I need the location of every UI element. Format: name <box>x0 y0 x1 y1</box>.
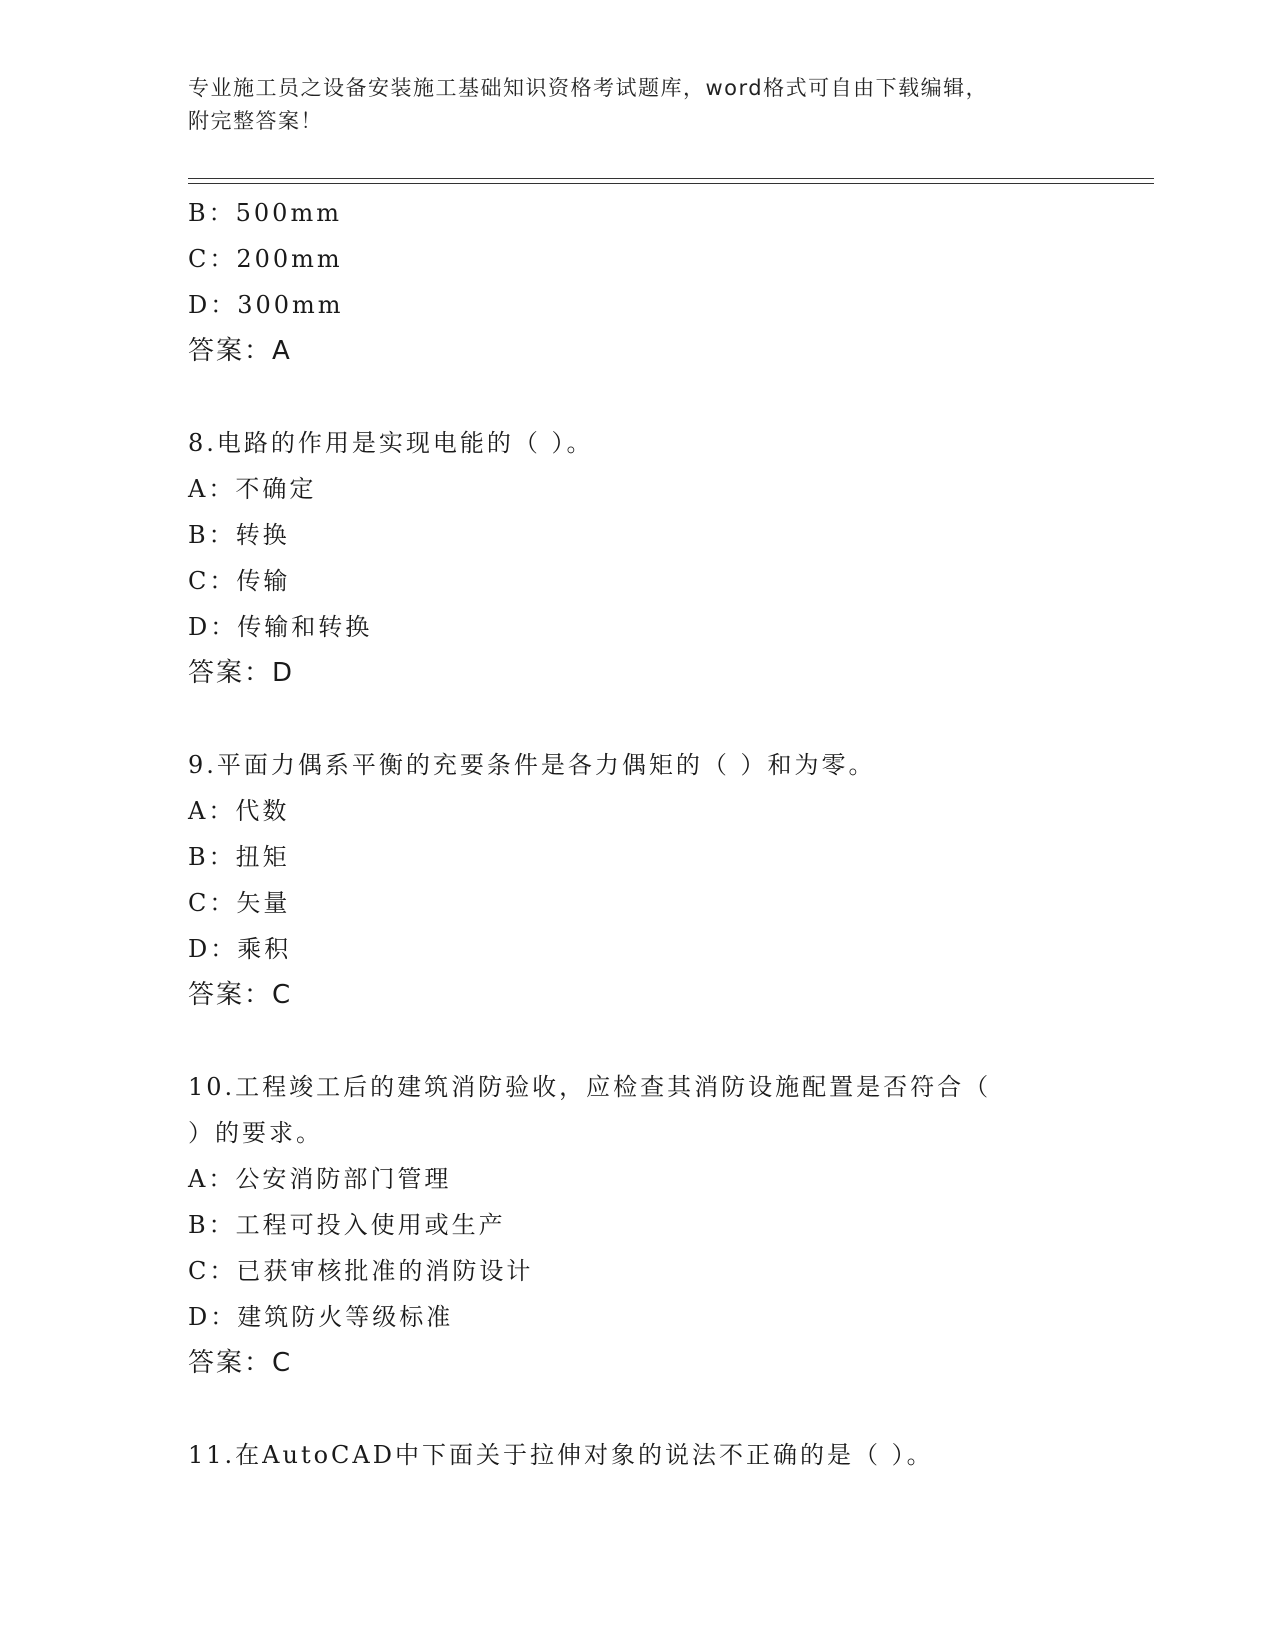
option-d: D：建筑防火等级标准 <box>188 1303 454 1331</box>
header-divider-top <box>188 178 1154 179</box>
question-text: 8.电路的作用是实现电能的（ ）。 <box>188 429 594 457</box>
question-text: 9.平面力偶系平衡的充要条件是各力偶矩的（ ）和为零。 <box>188 751 876 779</box>
option-d: D：300mm <box>188 291 344 319</box>
option-b: B：500mm <box>188 199 342 227</box>
question-9 <box>188 742 1088 1018</box>
option-c: C：传输 <box>188 567 291 595</box>
question-text: 11.在AutoCAD中下面关于拉伸对象的说法不正确的是（ ）。 <box>188 1441 934 1469</box>
option-d: D：乘积 <box>188 935 292 963</box>
header-line-2: 附完整答案！ <box>188 109 323 133</box>
answer: 答案：D <box>188 658 295 688</box>
question-8 <box>188 420 1088 696</box>
question-text-line-2: ）的要求。 <box>188 1119 323 1147</box>
answer: 答案：A <box>188 336 292 366</box>
option-a: A：公安消防部门管理 <box>188 1165 452 1193</box>
question-11 <box>188 1432 1088 1478</box>
option-b: B：转换 <box>188 521 290 549</box>
question-10 <box>188 1064 1088 1386</box>
question-text-line-1: 10.工程竣工后的建筑消防验收，应检查其消防设施配置是否符合（ <box>188 1073 992 1101</box>
option-b: B：扭矩 <box>188 843 290 871</box>
answer: 答案：C <box>188 980 293 1010</box>
option-c: C：矢量 <box>188 889 291 917</box>
question-7 <box>188 190 1088 374</box>
option-b: B：工程可投入使用或生产 <box>188 1211 506 1239</box>
option-c: C：200mm <box>188 245 343 273</box>
option-a: A：不确定 <box>188 475 317 503</box>
option-a: A：代数 <box>188 797 290 825</box>
option-d: D：传输和转换 <box>188 613 373 641</box>
option-c: C：已获审核批准的消防设计 <box>188 1257 534 1285</box>
answer: 答案：C <box>188 1348 293 1378</box>
header-line-1: 专业施工员之设备安装施工基础知识资格考试题库，word格式可自由下载编辑， <box>188 76 989 100</box>
document-header <box>188 72 1068 138</box>
question-list <box>188 190 1088 1478</box>
header-divider-bottom <box>188 183 1154 184</box>
